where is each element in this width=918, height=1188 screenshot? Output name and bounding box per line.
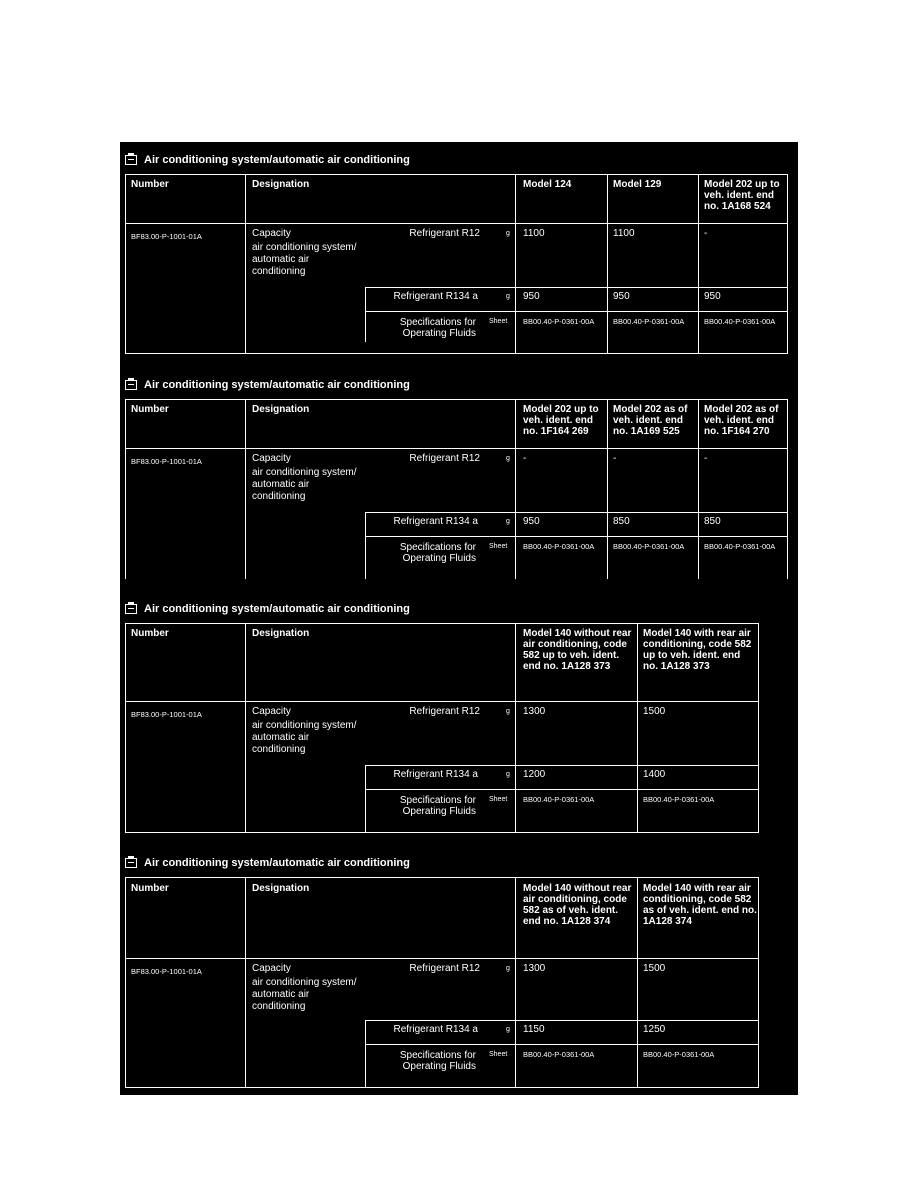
row-label: Refrigerant R12	[409, 963, 480, 974]
cell-value: BB00.40-P-0361-00A	[643, 1050, 715, 1059]
spec-section-2	[120, 367, 798, 592]
row-label: Specifications for Operating Fluids	[399, 795, 476, 817]
row-label: Refrigerant R12	[409, 453, 480, 464]
cell-value: 950	[523, 516, 540, 527]
part-number: BF83.00-P-1001-01A	[131, 457, 202, 466]
capacity-label: Capacity	[252, 706, 291, 717]
header-model: Model 129	[613, 179, 662, 190]
section-title: Air conditioning system/automatic air conditioning	[125, 377, 410, 393]
row-unit: Sheet	[489, 796, 508, 803]
row-label: Specifications for Operating Fluids	[399, 317, 476, 339]
cell-value: 1100	[523, 228, 545, 239]
row-unit: g	[506, 230, 510, 237]
part-number: BF83.00-P-1001-01A	[131, 967, 202, 976]
capacity-description: air conditioning system/ automatic air conditioning	[252, 242, 357, 277]
row-unit: g	[506, 965, 510, 972]
section-title: Air conditioning system/automatic air conditioning	[125, 601, 410, 617]
cell-value: 1200	[523, 769, 546, 780]
cell-value: 950	[523, 291, 540, 302]
header-model: Model 202 up to veh. ident. end no. 1A168 524	[704, 179, 780, 212]
header-model: Model 140 without rear air conditioning, code 582 as of veh. ident. end no. 1A128 374	[523, 883, 632, 927]
header-model: Model 140 without rear air conditioning, code 582 up to veh. ident. end no. 1A128 373	[523, 628, 632, 672]
spec-section-4	[120, 845, 798, 1095]
header-model: Model 202 as of veh. ident. end no. 1A169 525	[613, 404, 688, 437]
cell-value: BB00.40-P-0361-00A	[523, 795, 595, 804]
row-unit: g	[506, 1026, 510, 1033]
cell-value: 950	[704, 291, 721, 302]
battery-icon	[125, 858, 137, 868]
cell-value: 1500	[643, 706, 666, 717]
header-model: Model 140 with rear air conditioning, code 582 as of veh. ident. end no. 1A128 374	[643, 883, 757, 927]
capacity-label: Capacity	[252, 228, 291, 239]
header-designation: Designation	[252, 404, 310, 415]
header-number: Number	[131, 179, 169, 190]
cell-value: 950	[613, 291, 630, 302]
row-unit: Sheet	[489, 543, 508, 550]
header-designation: Designation	[252, 883, 310, 894]
capacity-label: Capacity	[252, 963, 291, 974]
battery-icon	[125, 380, 137, 390]
cell-value: 1100	[613, 228, 635, 239]
header-model: Model 202 up to veh. ident. end no. 1F164 269	[523, 404, 599, 437]
row-label: Refrigerant R12	[409, 706, 480, 717]
cell-value: 1300	[523, 706, 546, 717]
battery-icon	[125, 155, 137, 165]
battery-icon	[125, 604, 137, 614]
capacity-description: air conditioning system/ automatic air conditioning	[252, 977, 357, 1012]
section-title: Air conditioning system/automatic air conditioning	[125, 855, 410, 871]
cell-value: 1400	[643, 769, 666, 780]
cell-value: 1150	[523, 1024, 545, 1035]
capacity-description: air conditioning system/ automatic air conditioning	[252, 467, 357, 502]
capacity-label: Capacity	[252, 453, 291, 464]
row-label: Refrigerant R134 a	[393, 1024, 478, 1035]
part-number: BF83.00-P-1001-01A	[131, 710, 202, 719]
row-label: Refrigerant R12	[409, 228, 480, 239]
header-model: Model 202 as of veh. ident. end no. 1F164 270	[704, 404, 779, 437]
spec-section-1	[120, 142, 798, 367]
section-title: Air conditioning system/automatic air conditioning	[125, 152, 410, 168]
row-label: Specifications for Operating Fluids	[399, 542, 476, 564]
cell-value: -	[523, 453, 527, 464]
row-unit: Sheet	[489, 318, 508, 325]
cell-value: 1300	[523, 963, 546, 974]
cell-value: BB00.40-P-0361-00A	[523, 317, 595, 326]
spec-section-3	[120, 591, 798, 845]
document-panel	[120, 142, 798, 1095]
cell-value: BB00.40-P-0361-00A	[613, 317, 685, 326]
header-number: Number	[131, 883, 169, 894]
row-unit: g	[506, 293, 510, 300]
cell-value: 850	[613, 516, 630, 527]
row-unit: Sheet	[489, 1051, 508, 1058]
row-label: Refrigerant R134 a	[393, 769, 478, 780]
header-number: Number	[131, 628, 169, 639]
cell-value: BB00.40-P-0361-00A	[643, 795, 715, 804]
header-number: Number	[131, 404, 169, 415]
cell-value: BB00.40-P-0361-00A	[613, 542, 685, 551]
row-label: Specifications for Operating Fluids	[399, 1050, 476, 1072]
header-model: Model 124	[523, 179, 572, 190]
cell-value: -	[704, 228, 708, 239]
cell-value: BB00.40-P-0361-00A	[704, 317, 776, 326]
cell-value: 1250	[643, 1024, 666, 1035]
cell-value: BB00.40-P-0361-00A	[704, 542, 776, 551]
cell-value: BB00.40-P-0361-00A	[523, 1050, 595, 1059]
cell-value: BB00.40-P-0361-00A	[523, 542, 595, 551]
header-model: Model 140 with rear air conditioning, code 582 up to veh. ident. end no. 1A128 373	[643, 628, 752, 672]
row-unit: g	[506, 518, 510, 525]
cell-value: -	[704, 453, 708, 464]
capacity-description: air conditioning system/ automatic air conditioning	[252, 720, 357, 755]
cell-value: -	[613, 453, 617, 464]
header-designation: Designation	[252, 628, 310, 639]
header-designation: Designation	[252, 179, 310, 190]
cell-value: 1500	[643, 963, 666, 974]
part-number: BF83.00-P-1001-01A	[131, 232, 202, 241]
row-unit: g	[506, 455, 510, 462]
row-label: Refrigerant R134 a	[393, 516, 478, 527]
row-unit: g	[506, 708, 510, 715]
cell-value: 850	[704, 516, 721, 527]
row-unit: g	[506, 771, 510, 778]
row-label: Refrigerant R134 a	[393, 291, 478, 302]
